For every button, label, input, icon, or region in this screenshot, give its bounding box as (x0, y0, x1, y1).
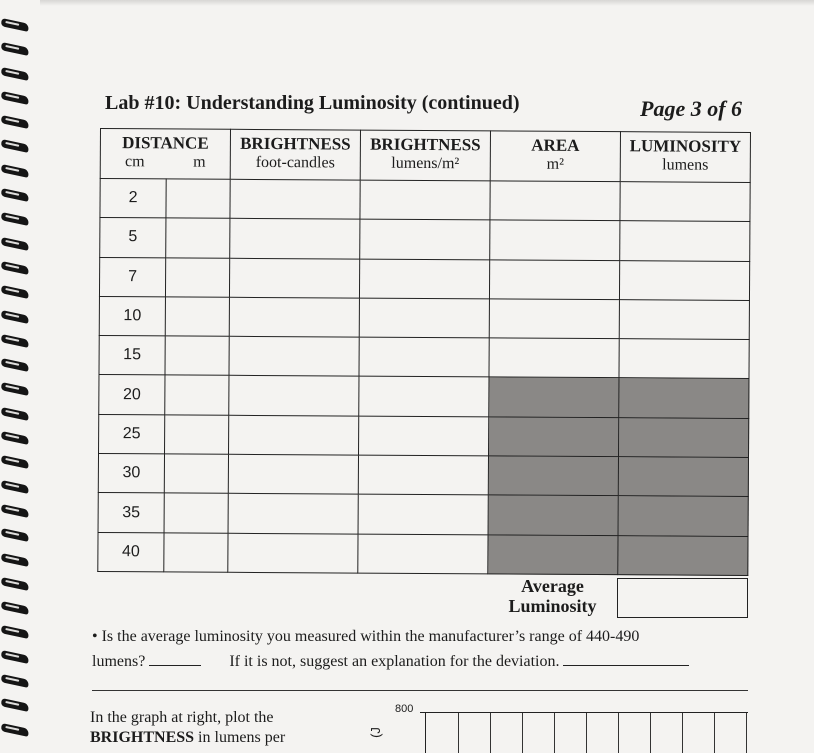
table-row (99, 257, 749, 300)
luminosity-cell (619, 417, 749, 457)
spiral-coil (0, 597, 34, 621)
distance-m-cell[interactable] (164, 493, 228, 533)
question-explanation-prompt: If it is not, suggest an explanation for the deviation. (229, 653, 560, 670)
luminosity-cell (618, 457, 748, 497)
spiral-coil (0, 451, 34, 475)
spiral-coil (0, 257, 34, 281)
area-cell (489, 417, 619, 457)
spiral-coil (0, 208, 34, 232)
answer-line[interactable] (92, 690, 748, 691)
spiral-coil (0, 330, 34, 354)
average-luminosity-label (495, 576, 610, 616)
table-row (99, 414, 749, 457)
spiral-binding (0, 14, 34, 743)
brightness-fc-cell[interactable] (229, 376, 359, 416)
average-label-line2: Luminosity (508, 596, 597, 617)
spiral-coil (0, 306, 34, 330)
graph-grid-line (458, 713, 459, 753)
header-area (490, 131, 620, 182)
distance-cm-cell: 30 (98, 454, 164, 494)
area-label: AREA (531, 135, 580, 155)
header-luminosity (620, 132, 750, 183)
graph-grid-line (554, 713, 555, 753)
page-edge (40, 0, 814, 6)
spiral-coil (0, 63, 34, 87)
table-row (98, 493, 748, 536)
graph-y-tick-800: 800 (395, 703, 414, 715)
brightness-lm-cell[interactable] (359, 377, 489, 417)
brightness-lm-cell[interactable] (358, 455, 488, 495)
distance-m-cell[interactable] (165, 297, 229, 337)
brightness-fc-cell[interactable] (228, 454, 358, 494)
area-cell[interactable] (489, 299, 619, 339)
distance-cm-cell: 2 (100, 179, 166, 219)
table-row (99, 296, 749, 339)
brightness-lm-unit: lumens/m² (391, 154, 460, 172)
graph-grid-line (650, 713, 651, 753)
brightness-lm-label: BRIGHTNESS (370, 134, 481, 155)
graph-grid-line (746, 713, 747, 753)
brightness-lm-cell[interactable] (358, 494, 488, 534)
graph-tick-mark (420, 712, 426, 713)
brightness-fc-unit: foot-candles (255, 153, 335, 171)
area-cell (489, 377, 619, 417)
table-row (98, 532, 748, 575)
spiral-coil (0, 524, 34, 548)
area-cell[interactable] (489, 338, 619, 378)
distance-cm-cell: 20 (99, 375, 165, 415)
graph-grid-line (522, 713, 523, 753)
graph-instruction-line1: In the graph at right, plot the (90, 709, 274, 726)
graph-instruction-rest: in lumens per (194, 729, 286, 746)
spiral-coil (0, 573, 34, 597)
brightness-fc-cell[interactable] (230, 219, 360, 259)
spiral-coil (0, 281, 34, 305)
question-line1: • Is the average luminosity you measured within the manufacturer’s range of 440-490 (92, 628, 640, 645)
graph-grid-line (490, 713, 491, 753)
distance-m-cell[interactable] (166, 179, 230, 219)
table-row (99, 336, 749, 379)
table-row (100, 179, 750, 222)
brightness-lm-cell[interactable] (359, 259, 489, 299)
distance-cm-cell: 35 (98, 493, 164, 533)
distance-cm-cell: 7 (99, 257, 165, 297)
distance-m-cell[interactable] (165, 415, 229, 455)
brightness-fc-cell[interactable] (229, 415, 359, 455)
graph-grid-line (714, 713, 715, 753)
brightness-lm-cell[interactable] (358, 534, 488, 574)
spiral-coil (0, 549, 34, 573)
luminosity-cell[interactable] (619, 300, 749, 340)
average-luminosity-box[interactable] (617, 578, 748, 618)
spiral-coil (0, 621, 34, 645)
page-number: Page 3 of 6 (640, 96, 743, 121)
area-cell[interactable] (490, 220, 620, 260)
luminosity-data-table (97, 128, 751, 576)
spiral-coil (0, 354, 34, 378)
luminosity-cell[interactable] (620, 182, 750, 222)
spiral-coil (0, 403, 34, 427)
answer-blank-yes-no[interactable] (149, 651, 201, 666)
answer-blank-explanation[interactable] (563, 651, 689, 666)
graph-grid-line (682, 713, 683, 753)
spiral-coil (0, 135, 34, 159)
brightness-lm-cell[interactable] (359, 337, 489, 377)
luminosity-cell (618, 496, 748, 536)
spiral-coil (0, 160, 34, 184)
area-cell (488, 535, 618, 575)
brightness-fc-cell[interactable] (228, 494, 358, 534)
area-cell[interactable] (490, 181, 620, 221)
distance-cm-cell: 25 (99, 414, 165, 454)
graph-axis-label: (J (367, 727, 383, 738)
distance-m-cell[interactable] (165, 375, 229, 415)
luminosity-unit: lumens (662, 155, 709, 174)
area-unit: m² (546, 155, 564, 173)
graph-grid-line (618, 713, 619, 753)
luminosity-cell[interactable] (620, 221, 750, 261)
distance-cm-cell: 5 (100, 218, 166, 258)
distance-cm-cell: 10 (99, 296, 165, 336)
brightness-graph-grid[interactable] (425, 712, 748, 753)
area-cell (488, 456, 618, 496)
deviation-question (92, 624, 752, 674)
average-label-line1: Average (521, 576, 584, 596)
table-body (98, 179, 750, 576)
m-unit: m (193, 153, 206, 171)
spiral-coil (0, 500, 34, 524)
spiral-coil (0, 87, 34, 111)
brightness-fc-cell[interactable] (228, 533, 358, 573)
brightness-fc-cell[interactable] (229, 258, 359, 298)
table-row (99, 375, 749, 418)
area-cell[interactable] (489, 259, 619, 299)
distance-m-cell[interactable] (165, 257, 229, 297)
distance-m-cell[interactable] (164, 454, 228, 494)
brightness-lm-cell[interactable] (360, 219, 490, 259)
spiral-coil (0, 670, 34, 694)
spiral-coil (0, 111, 34, 135)
header-distance (100, 129, 230, 180)
distance-m-cell[interactable] (165, 336, 229, 376)
spiral-coil (0, 694, 34, 718)
spiral-coil (0, 427, 34, 451)
distance-m-cell[interactable] (164, 533, 228, 573)
brightness-fc-label: BRIGHTNESS (240, 133, 351, 154)
table-row (100, 218, 750, 261)
distance-cm-cell: 15 (99, 336, 165, 376)
spiral-coil (0, 476, 34, 500)
table-row (98, 454, 748, 497)
spiral-coil (0, 184, 34, 208)
distance-m-cell[interactable] (166, 218, 230, 258)
spiral-coil (0, 646, 34, 670)
distance-cm-cell: 40 (98, 532, 164, 572)
spiral-coil (0, 719, 34, 743)
spiral-coil (0, 14, 34, 38)
spiral-coil (0, 233, 34, 257)
brightness-fc-cell[interactable] (229, 336, 359, 376)
spiral-coil (0, 378, 34, 402)
lab-title: Lab #10: Understanding Luminosity (continued) (105, 92, 520, 114)
brightness-fc-cell[interactable] (229, 297, 359, 337)
header-brightness-fc (230, 129, 360, 180)
cm-unit: cm (124, 152, 145, 170)
luminosity-cell[interactable] (619, 260, 749, 300)
brightness-lm-cell[interactable] (360, 180, 490, 220)
header-brightness-lm (360, 130, 490, 181)
graph-instructions (90, 708, 330, 748)
spiral-coil (0, 38, 34, 62)
brightness-lm-cell[interactable] (359, 416, 489, 456)
luminosity-cell[interactable] (619, 339, 749, 379)
question-lumens-prompt: lumens? (92, 653, 146, 670)
luminosity-cell (618, 535, 748, 575)
graph-grid-line (586, 713, 587, 753)
distance-label: DISTANCE (122, 133, 209, 153)
area-cell (488, 495, 618, 535)
brightness-fc-cell[interactable] (230, 179, 360, 219)
luminosity-label: LUMINOSITY (629, 136, 742, 156)
luminosity-cell (619, 378, 749, 418)
graph-instruction-bold: BRIGHTNESS (90, 729, 195, 746)
brightness-lm-cell[interactable] (359, 298, 489, 338)
